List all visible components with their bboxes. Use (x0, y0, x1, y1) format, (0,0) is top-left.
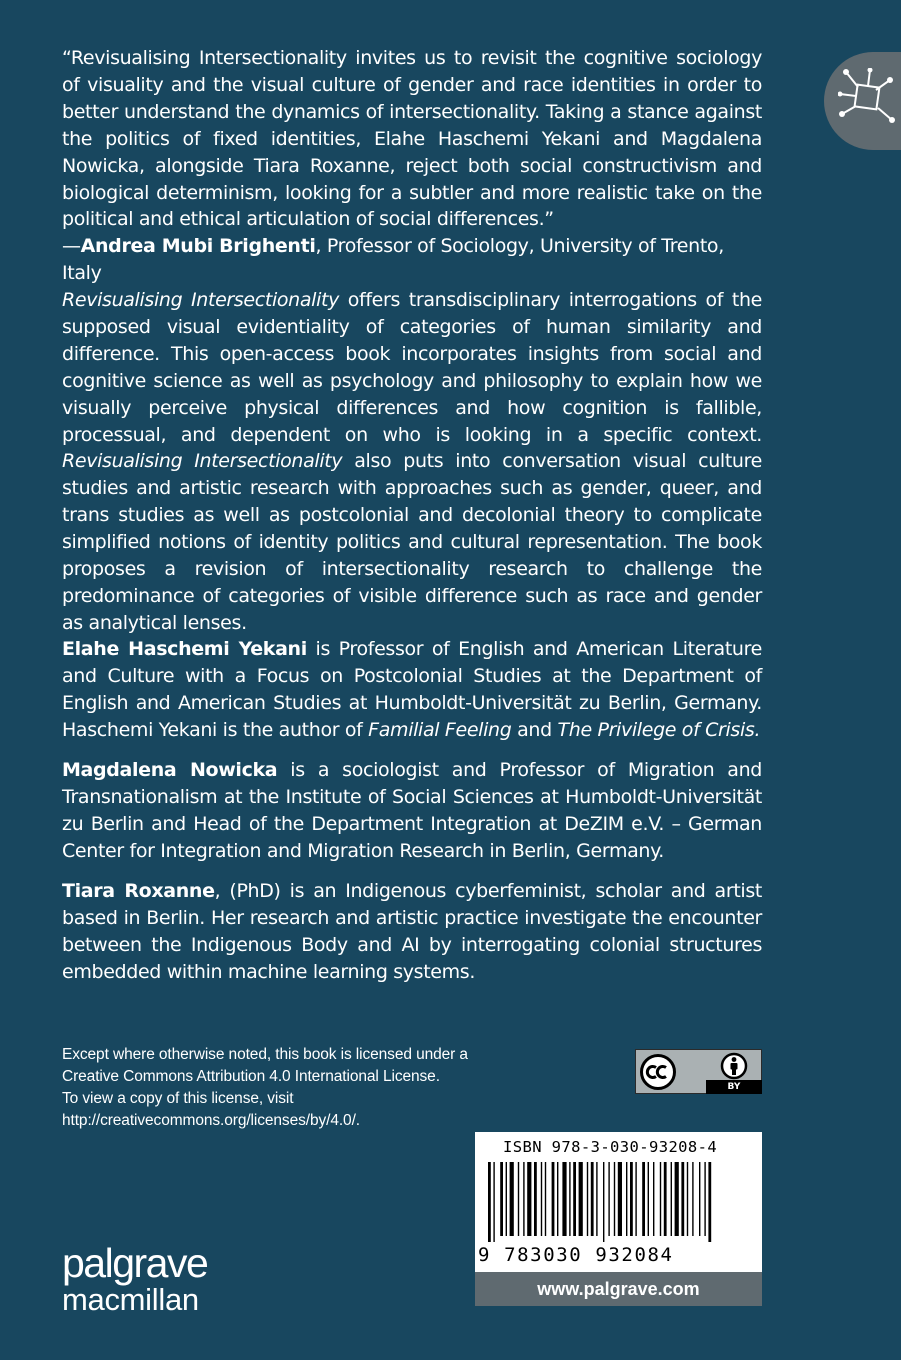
description-text: also puts into conversation visual culture studies and artistic research with approaches such as gender, queer, and trans studies as well as postcolonial and decolonial theory to complicate simplified notions of identity politics and cultural representation. The book proposes a revision of intersectionality research to challenge the predominance of categories of visible difference such as race and gender as analytical lenses. (62, 450, 762, 634)
quote-text: “Revisualising Intersectionality invites us to revisit the cognitive sociology of visuality and the visual culture of gender and race identities in order to better understand the dynamics of intersectionality. Taking a stance against the politics of fixed identities, Elahe Haschemi Yekani and Magdalena Nowicka, alongside Tiara Roxanne, reject both social constructivism and biological determinism, looking for a subtler and more realistic take on the political and ethical articulation of social differences.” (62, 47, 762, 231)
book-title: Familial Feeling (368, 718, 512, 741)
license-line: Except where otherwise noted, this book is licensed under a (62, 1046, 468, 1063)
bio-text: is Professor of English and American Literature and Culture with a Focus on Postcolonial Studies at the Department of English and American Studies at Humboldt-Universität zu Berlin, Germany. Haschemi Yekani is the author of (62, 638, 762, 741)
barcode-bar (518, 1162, 519, 1236)
barcode-bar (642, 1162, 645, 1236)
attribution-person-icon (720, 1052, 748, 1080)
barcode-bar (506, 1162, 507, 1236)
springer-badge (824, 52, 901, 150)
publisher-website[interactable]: www.palgrave.com (475, 1272, 762, 1306)
barcode-bar (675, 1162, 679, 1236)
bio-text: is a sociologist and Professor of Migration and Transnationalism at the Institute of Social Sciences at Humboldt-Universität zu Berlin and Head of the Department Integration at DeZIM e.V. – German Center for Integration and Migration Research in Berlin, Germany. (62, 759, 763, 862)
barcode-bar (635, 1162, 636, 1236)
barcode-bar (569, 1162, 570, 1236)
author-name: Magdalena Nowicka (62, 759, 278, 781)
logo-palgrave: palgrave (62, 1240, 208, 1286)
quote-author: Andrea Mubi Brighenti (80, 235, 316, 258)
bio-paragraph (62, 878, 762, 986)
license-url: http://creativecommons.org/licenses/by/4.0/. (62, 1112, 360, 1129)
barcode-bar (626, 1162, 627, 1236)
bio-paragraph (62, 757, 762, 865)
author-name: Elahe Haschemi Yekani (62, 638, 307, 660)
barcode-bar (653, 1162, 654, 1236)
quote-attribution (62, 233, 762, 287)
barcode-bar (681, 1162, 684, 1236)
description-text: offers transdisciplinary interrogations of the supposed visual evidentiality of categories of human similarity and difference. This open-access book incorporates insights from social and cognitive science as well as psychology and philosophy to explain how we visually perceive physical differences and how cognition is fallible, processual, and dependent on who is looking in a specific context. (62, 289, 762, 446)
license-line: Creative Commons Attribution 4.0 International License. (62, 1068, 440, 1085)
barcode-bar (671, 1162, 672, 1236)
barcode-bar (687, 1162, 688, 1236)
palgrave-macmillan-logo (62, 1242, 207, 1316)
logo-macmillan: macmillan (62, 1282, 199, 1317)
springer-network-icon (838, 68, 898, 130)
barcode-bar (618, 1162, 622, 1236)
cc-by-label: BY (727, 1082, 741, 1092)
barcode-bar (660, 1162, 661, 1236)
barcode-bar (579, 1162, 583, 1236)
barcode-bar (510, 1162, 514, 1236)
barcode-bar (493, 1162, 494, 1242)
author-bio (62, 636, 762, 744)
barcode-bar (541, 1162, 542, 1236)
barcode-bar (523, 1162, 524, 1236)
barcode-bar (534, 1162, 537, 1236)
barcode-bar (557, 1162, 558, 1236)
barcode-bar (552, 1162, 555, 1236)
barcode-bar (704, 1162, 705, 1236)
book-description (62, 287, 762, 637)
barcode-bar (587, 1162, 588, 1236)
cc-by-badge (635, 1049, 762, 1094)
isbn-text: ISBN 978-3-030-93208-4 (503, 1138, 718, 1156)
license-line: To view a copy of this license, visit (62, 1090, 294, 1107)
barcode-bar (692, 1162, 693, 1236)
barcode-bar (573, 1162, 576, 1236)
author-bio (62, 878, 762, 986)
barcode-bar (545, 1162, 546, 1236)
barcode-bar (591, 1162, 594, 1236)
author-bio (62, 757, 762, 865)
book-title: The Privilege of Crisis. (557, 718, 761, 741)
barcode-bar (608, 1162, 609, 1236)
book-title: Revisualising Intersectionality (62, 289, 339, 311)
bio-paragraph (62, 636, 762, 744)
barcode-bar (596, 1162, 597, 1236)
barcode-bar (603, 1162, 604, 1242)
barcode-bars (480, 1162, 740, 1242)
bio-text: and (511, 718, 558, 741)
barcode-bar (614, 1162, 615, 1236)
barcode-bar (562, 1162, 566, 1236)
barcode-bar (500, 1162, 503, 1236)
author-name: Tiara Roxanne (62, 880, 215, 902)
barcode-bar (708, 1162, 711, 1242)
barcode-bar (648, 1162, 649, 1236)
barcode-bar (630, 1162, 633, 1236)
barcode-digits: 9 783030 932084 (478, 1244, 674, 1266)
endorsement-quote (62, 45, 762, 287)
barcode-bar (488, 1162, 491, 1242)
quote-affiliation: , Professor of Sociology, University of Trento, Italy (62, 235, 724, 285)
cc-icon (639, 1053, 677, 1091)
book-title: Revisualising Intersectionality (62, 450, 343, 473)
barcode-bar (699, 1162, 700, 1236)
quote-dash: — (62, 235, 81, 258)
bio-text: , (PhD) is an Indigenous cyberfeminist, scholar and artist based in Berlin. Her research and artistic practice investigate the encounter between the Indigenous Body and AI by interrogating colonial structures embedded within machine learning systems. (62, 880, 762, 983)
description-paragraph (62, 287, 762, 637)
barcode-bar (527, 1162, 531, 1236)
barcode-bar (664, 1162, 667, 1236)
license-notice (62, 1044, 502, 1132)
